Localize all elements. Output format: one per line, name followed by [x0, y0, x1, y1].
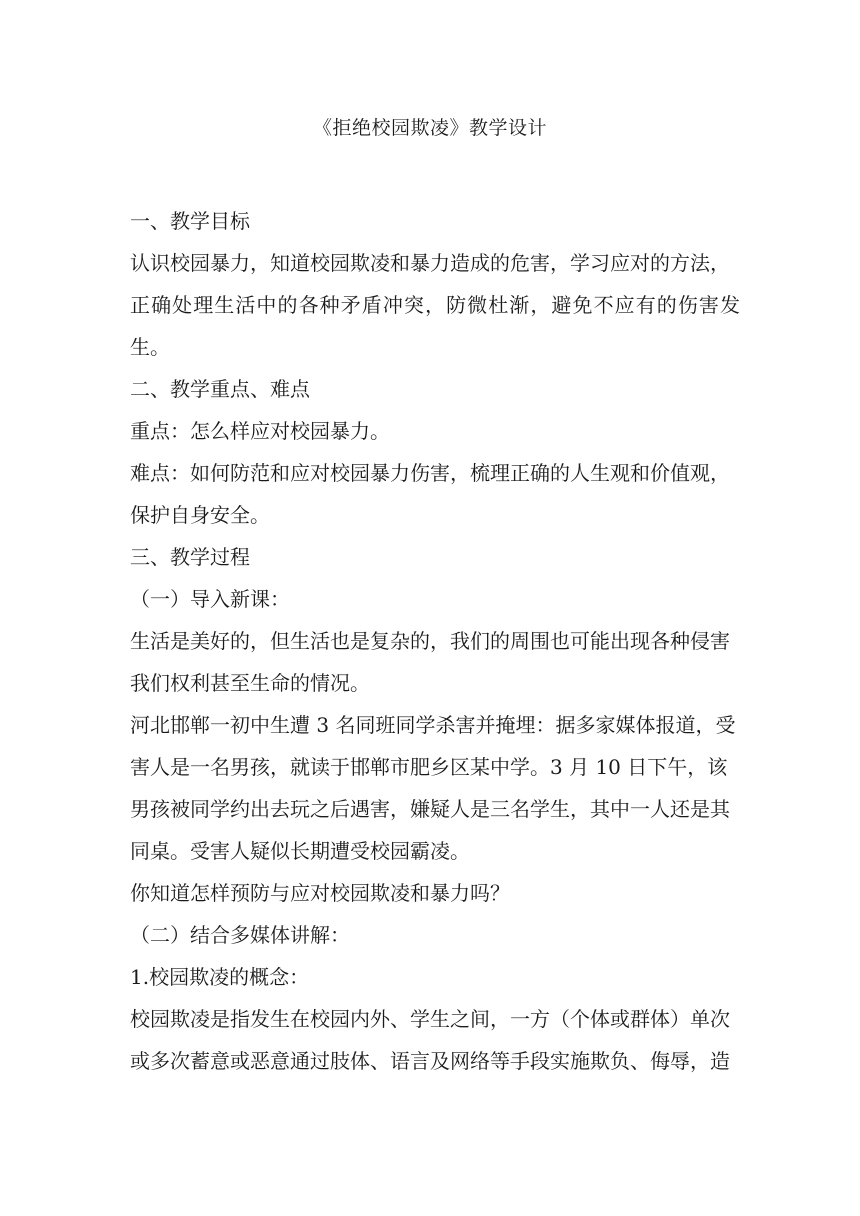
body-line: 认识校园暴力，知道校园欺凌和暴力造成的危害，学习应对的方法，: [130, 251, 730, 275]
body-line: 难点：如何防范和应对校园暴力伤害，梳理正确的人生观和价值观，: [130, 461, 730, 485]
body-line: 同桌。受害人疑似长期遭受校园霸凌。: [130, 839, 470, 863]
heading-teaching-process: 三、教学过程: [130, 545, 250, 569]
body-line: 重点：怎么样应对校园暴力。: [130, 419, 390, 443]
body-line: 男孩被同学约出去玩之后遇害，嫌疑人是三名学生，其中一人还是其: [130, 797, 730, 821]
body-line: 校园欺凌是指发生在校园内外、学生之间，一方（个体或群体）单次: [130, 1007, 730, 1031]
body-line: 生活是美好的，但生活也是复杂的，我们的周围也可能出现各种侵害: [130, 629, 730, 653]
subheading-concept: 1.校园欺凌的概念：: [130, 965, 310, 989]
document-title: 《拒绝校园欺凌》教学设计: [312, 117, 547, 139]
heading-key-points: 二、教学重点、难点: [130, 377, 310, 401]
heading-teaching-goals: 一、教学目标: [130, 209, 250, 233]
subheading-introduction: （一）导入新课：: [130, 587, 290, 611]
body-line: 河北邯郸一初中生遭 3 名同班同学杀害并掩埋：据多家媒体报道，受: [130, 713, 736, 737]
body-line: 我们权利甚至生命的情况。: [130, 671, 370, 695]
body-line: 或多次蓄意或恶意通过肢体、语言及网络等手段实施欺负、侮辱，造: [130, 1049, 730, 1073]
body-line: 害人是一名男孩，就读于邯郸市肥乡区某中学。3 月 10 日下午，该: [130, 755, 728, 779]
document-body: [130, 200, 740, 1082]
subheading-multimedia: （二）结合多媒体讲解：: [130, 923, 350, 947]
body-line: 正确处理生活中的各种矛盾冲突，防微杜渐，避免不应有的伤害发生。: [130, 293, 740, 359]
body-line: 你知道怎样预防与应对校园欺凌和暴力吗？: [130, 881, 510, 905]
body-line: 保护自身安全。: [130, 503, 270, 527]
